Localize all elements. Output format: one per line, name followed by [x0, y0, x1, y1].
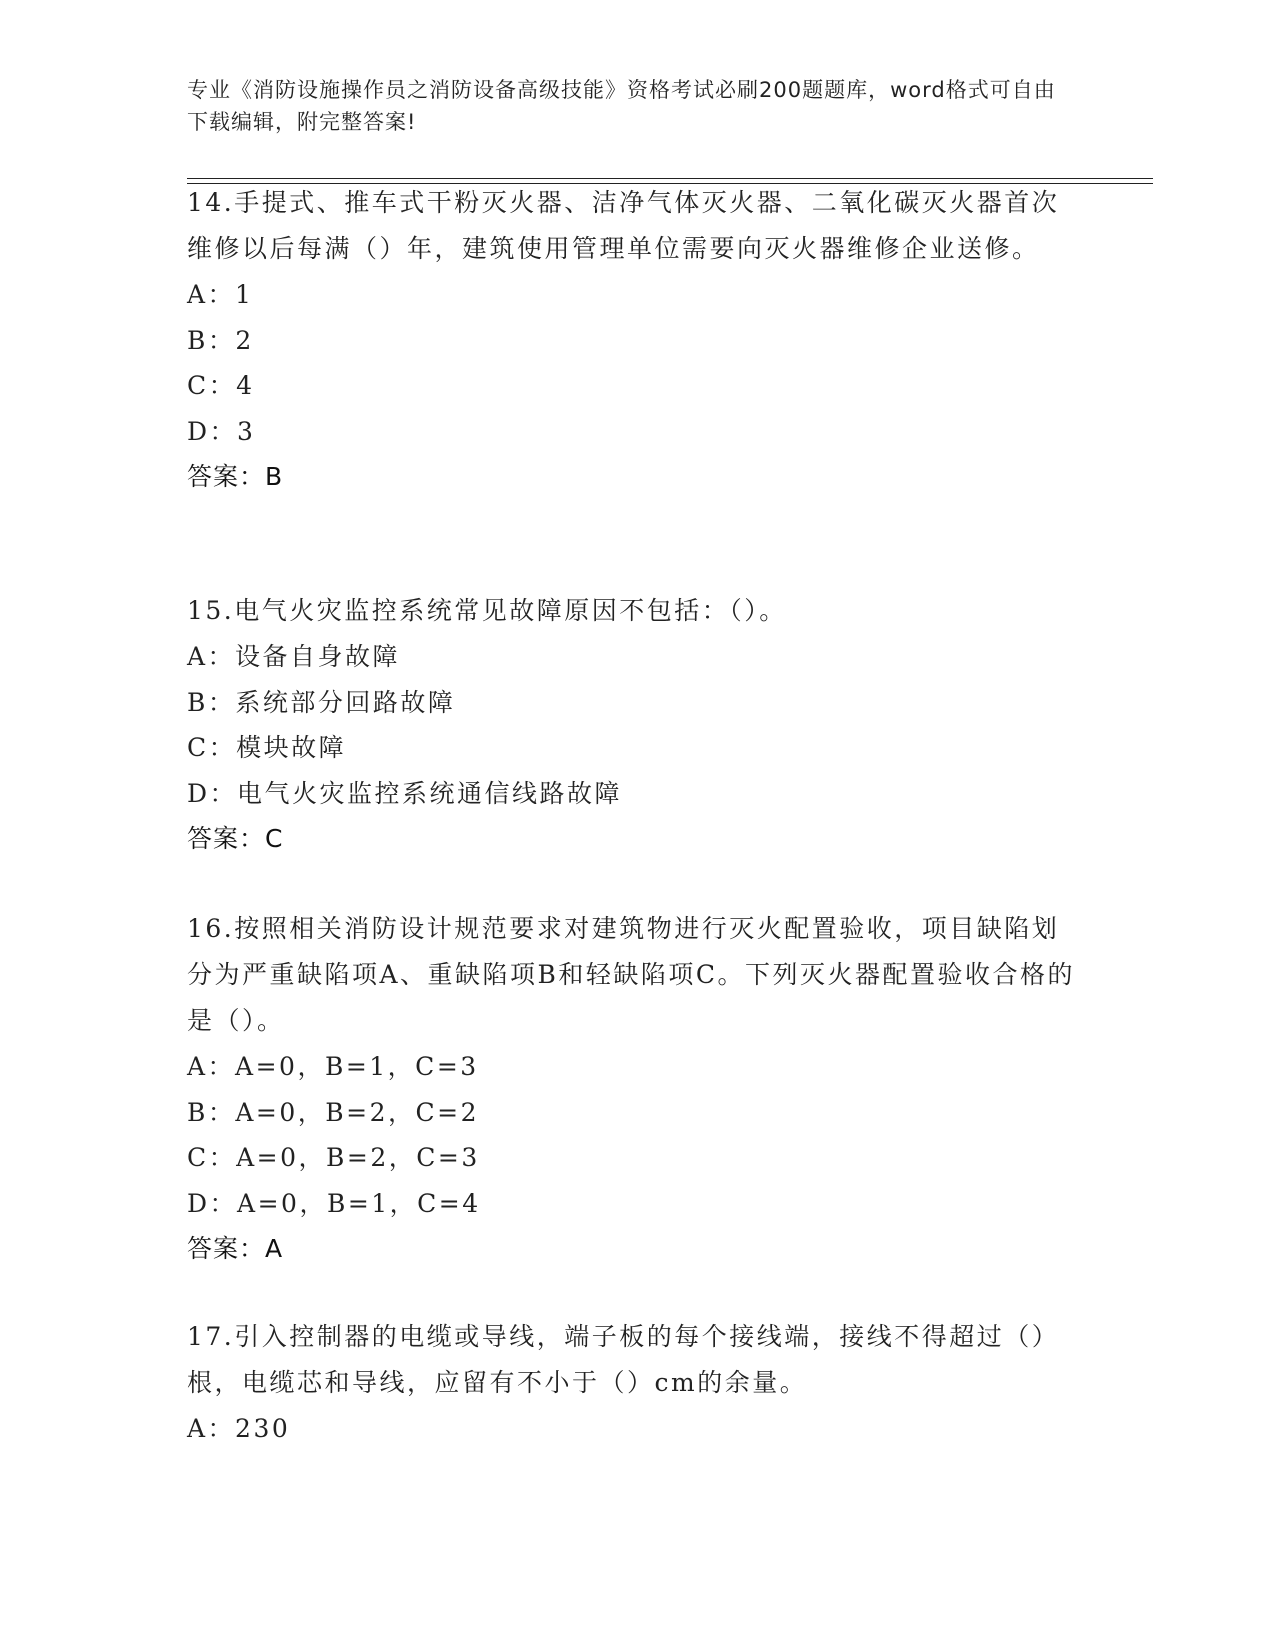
answer: 答案：A: [187, 1234, 284, 1263]
option-c: C：A=0，B=2，C=3: [187, 1143, 480, 1172]
question-stem: 17.引入控制器的电缆或导线，端子板的每个接线端，接线不得超过（）根，电缆芯和导线，应留有不小于（）cm的余量。: [187, 1322, 1060, 1397]
option-b: B：A=0，B=2，C=2: [187, 1097, 479, 1127]
answer: 答案：C: [187, 824, 284, 853]
option-a: A：A=0，B=1，C=3: [187, 1052, 479, 1081]
question-stem: 14.手提式、推车式干粉灭火器、洁净气体灭火器、二氧化碳灭火器首次维修以后每满（）年，建筑使用管理单位需要向灭火器维修企业送修。: [187, 188, 1060, 263]
option-a: A：230: [187, 1414, 291, 1443]
option-c: C：4: [187, 371, 255, 400]
option-a: A：1: [187, 280, 254, 309]
question-17: [187, 1314, 1077, 1452]
document-header: 专业《消防设施操作员之消防设备高级技能》资格考试必刷200题题库，word格式可自由下载编辑，附完整答案!: [187, 78, 1056, 134]
question-15: [187, 588, 1077, 862]
option-d: D：3: [187, 416, 256, 446]
question-14: [187, 180, 1077, 500]
option-d: D：电气火灾监控系统通信线路故障: [187, 778, 623, 808]
option-a: A：设备自身故障: [187, 642, 401, 671]
option-c: C：模块故障: [187, 733, 347, 762]
answer: 答案：B: [187, 462, 284, 491]
option-b: B：系统部分回路故障: [187, 687, 456, 717]
header-divider-top: [187, 178, 1153, 179]
question-stem: 15.电气火灾监控系统常见故障原因不包括：（）。: [187, 596, 787, 625]
question-16: [187, 906, 1077, 1272]
option-d: D：A=0，B=1，C=4: [187, 1188, 481, 1218]
question-stem: 16.按照相关消防设计规范要求对建筑物进行灭火配置验收，项目缺陷划分为严重缺陷项A、重缺陷项B和轻缺陷项C。下列灭火器配置验收合格的是（）。: [187, 914, 1076, 1035]
option-b: B：2: [187, 325, 254, 355]
